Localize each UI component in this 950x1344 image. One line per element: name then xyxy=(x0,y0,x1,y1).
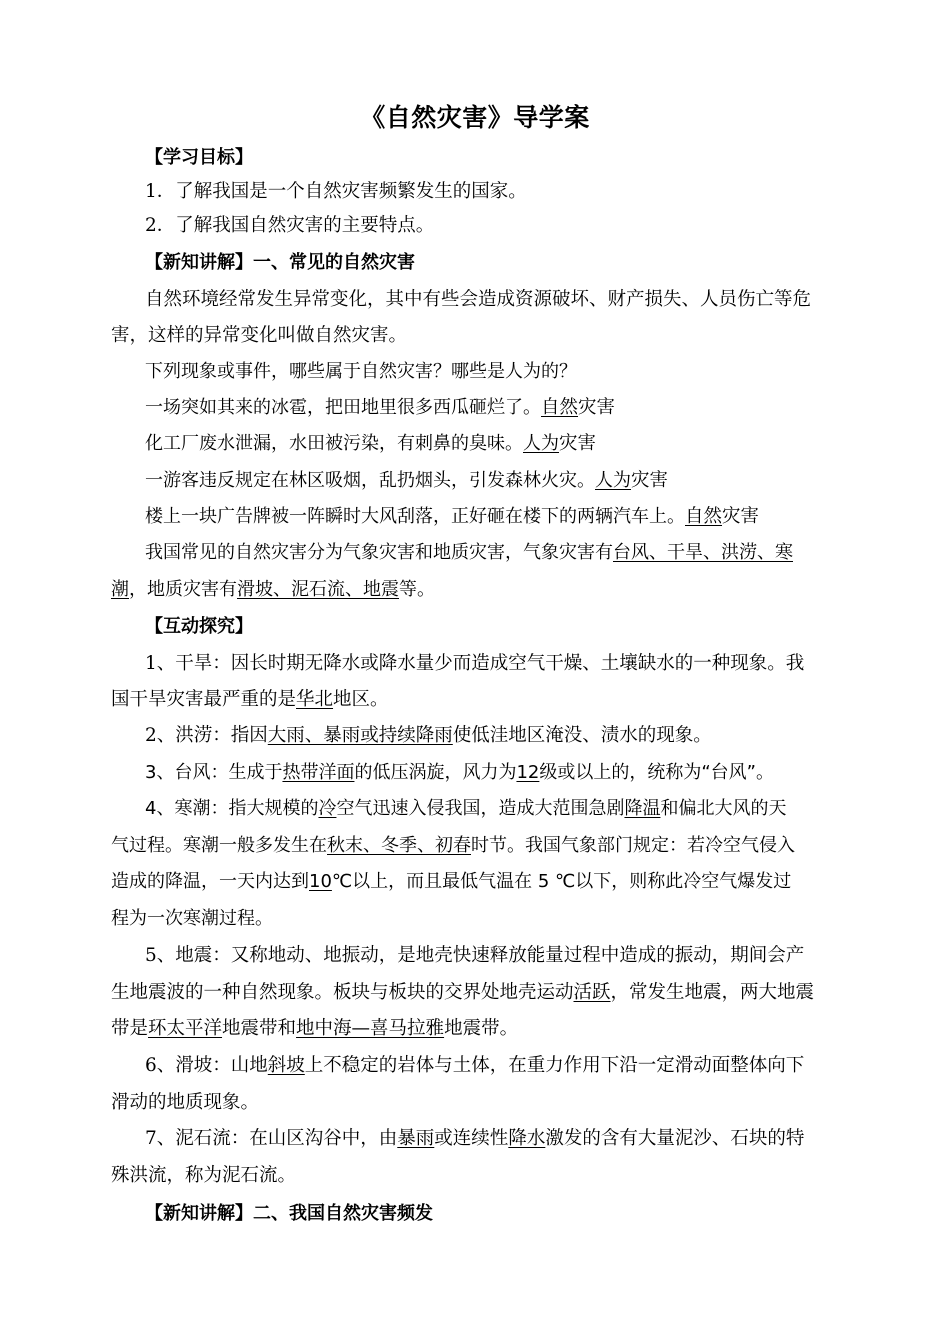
item-7-line-1 xyxy=(145,1127,804,1151)
answer-blank: 热带洋面 xyxy=(282,762,355,783)
answer-blank: 秋末、冬季、初春 xyxy=(327,835,471,856)
text-run: 和偏北大风的天 xyxy=(660,798,787,819)
text-run: 等。 xyxy=(399,579,435,600)
text-run: 气过程。寒潮一般多发生在 xyxy=(111,835,327,856)
text-run: 2、洪涝：指因 xyxy=(145,725,268,746)
answer-blank: 12 xyxy=(516,762,540,783)
answer-blank: 自然 xyxy=(541,397,579,418)
text-run: ，地质灾害有 xyxy=(129,579,237,600)
answer-blank: 暴雨 xyxy=(397,1128,435,1149)
answer-blank: 华北 xyxy=(296,689,334,710)
section-heading-new-knowledge-1: 【新知讲解】一、常见的自然灾害 xyxy=(145,252,415,273)
item-5-line-3 xyxy=(111,1017,518,1041)
item-5-line-1: 5、地震：又称地动、地振动，是地壳快速释放能量过程中造成的振动，期间会产 xyxy=(145,945,805,966)
answer-blank: 环太平洋 xyxy=(148,1018,223,1039)
text-run: 地区。 xyxy=(333,689,389,710)
example-tail: 灾害 xyxy=(559,433,597,454)
example-text: 一场突如其来的冰雹，把田地里很多西瓜砸烂了。 xyxy=(145,397,541,418)
text-run: 国干旱灾害最严重的是 xyxy=(111,689,297,710)
item-4-line-2 xyxy=(111,834,795,858)
example-tail: 灾害 xyxy=(578,397,616,418)
goal-item-2: 2．了解我国自然灾害的主要特点。 xyxy=(145,215,435,236)
example-item-2 xyxy=(145,432,596,456)
item-4-line-3 xyxy=(111,870,791,894)
text-run: 空气迅速入侵我国，造成大范围急剧 xyxy=(336,798,625,819)
goal-item-1: 1．了解我国是一个自然灾害频繁发生的国家。 xyxy=(145,181,527,202)
text-run: 激发的含有大量泥沙、石块的特 xyxy=(545,1128,805,1149)
answer-blank: 斜坡 xyxy=(267,1055,305,1076)
section-heading-interactive: 【互动探究】 xyxy=(145,616,253,637)
text-run: 3、台风：生成于 xyxy=(145,762,283,783)
section-heading-new-knowledge-2: 【新知讲解】二、我国自然灾害频发 xyxy=(145,1203,433,1224)
answer-blank: 人为 xyxy=(595,470,631,491)
example-text: 化工厂废水泄漏，水田被污染，有刺鼻的臭味。 xyxy=(145,433,523,454)
item-1-line-2 xyxy=(111,688,389,712)
answer-blank: 自然 xyxy=(685,506,723,527)
example-item-4 xyxy=(145,505,759,529)
answer-blank: 台风、干旱、洪涝、寒 xyxy=(613,542,793,563)
answer-blank: 人为 xyxy=(523,433,559,454)
item-6-line-2: 滑动的地质现象。 xyxy=(111,1092,260,1113)
answer-blank: 冷 xyxy=(318,798,337,819)
example-text: 楼上一块广告牌被一阵瞬时大风刮落，正好砸在楼下的两辆汽车上。 xyxy=(145,506,685,527)
item-1-line-1: 1、干旱：因长时期无降水或降水量少而造成空气干燥、土壤缺水的一种现象。我 xyxy=(145,653,805,674)
example-item-3 xyxy=(145,469,668,493)
text-run: 生地震波的一种自然现象。板块与板块的交界处地壳运动 xyxy=(111,982,574,1003)
question-text: 下列现象或事件，哪些属于自然灾害？哪些是人为的？ xyxy=(145,361,577,382)
text-run: 地震带。 xyxy=(444,1018,519,1039)
text-run: 级或以上的，统称为“台风”。 xyxy=(539,762,775,783)
text-run: 上不稳定的岩体与土体，在重力作用下沿一定滑动面整体向下 xyxy=(304,1055,805,1076)
text-run: 时节。我国气象部门规定：若冷空气侵入 xyxy=(471,835,795,856)
item-2-line-1 xyxy=(145,724,712,748)
item-3-line-1 xyxy=(145,761,774,785)
item-5-line-2 xyxy=(111,981,814,1005)
text-run: 使低洼地区淹没、渍水的现象。 xyxy=(452,725,712,746)
page-title: 《自然灾害》导学案 xyxy=(360,103,590,132)
text-run: 地震带和 xyxy=(222,1018,297,1039)
answer-blank: 大雨、暴雨或持续降雨 xyxy=(267,725,453,746)
text-run: 带是 xyxy=(111,1018,149,1039)
answer-blank: 地中海—喜马拉雅 xyxy=(296,1018,445,1039)
text-run: 我国常见的自然灾害分为气象灾害和地质灾害，气象灾害有 xyxy=(145,542,613,563)
example-tail: 灾害 xyxy=(631,470,669,491)
text-run: 造成的降温，一天内达到 xyxy=(111,871,309,892)
answer-blank: 降水 xyxy=(508,1128,546,1149)
text-run: 4、寒潮：指大规模的 xyxy=(145,798,319,819)
answer-blank: 10 xyxy=(309,871,332,892)
text-run: 的低压涡旋，风力为 xyxy=(354,762,517,783)
section-heading-goals: 【学习目标】 xyxy=(145,147,253,168)
answer-blank: 潮 xyxy=(111,579,129,600)
item-6-line-1 xyxy=(145,1054,804,1078)
text-run: ℃以上，而且最低气温在 5 ℃以下，则称此冷空气爆发过 xyxy=(331,871,792,892)
text-run: 6、滑坡：山地 xyxy=(145,1055,268,1076)
answer-blank: 活跃 xyxy=(573,982,611,1003)
item-4-line-4: 程为一次寒潮过程。 xyxy=(111,908,273,929)
answer-blank: 滑坡、泥石流、地震 xyxy=(237,579,399,600)
answer-blank: 降温 xyxy=(624,798,661,819)
example-text: 一游客违反规定在林区吸烟，乱扔烟头，引发森林火灾。 xyxy=(145,470,595,491)
text-run: ，常发生地震，两大地震 xyxy=(610,982,815,1003)
text-run: 7、泥石流：在山区沟谷中，由 xyxy=(145,1128,398,1149)
item-7-line-2: 殊洪流，称为泥石流。 xyxy=(111,1165,297,1186)
example-item-1 xyxy=(145,396,615,420)
common-disasters-line-2 xyxy=(111,578,435,602)
text-run: 或连续性 xyxy=(434,1128,509,1149)
definition-paragraph-line-2: 害，这样的异常变化叫做自然灾害。 xyxy=(111,325,408,346)
definition-paragraph-line-1: 自然环境经常发生异常变化，其中有些会造成资源破坏、财产损失、人员伤亡等危 xyxy=(145,289,812,310)
example-tail: 灾害 xyxy=(722,506,760,527)
item-4-line-1 xyxy=(145,797,786,821)
common-disasters-line-1 xyxy=(145,541,793,565)
